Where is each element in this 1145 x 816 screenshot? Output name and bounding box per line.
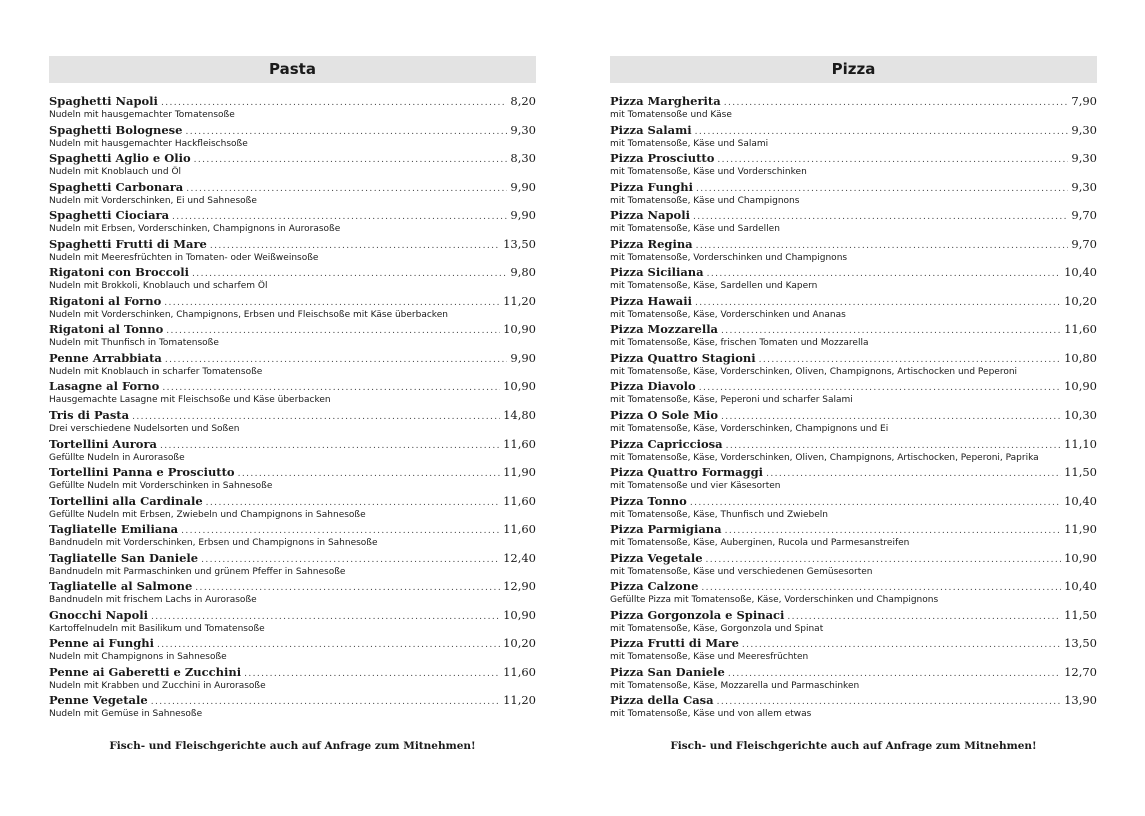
dish-price: 11,90 [503, 465, 536, 480]
dish-price: 11,50 [1064, 607, 1097, 622]
menu-item-row [610, 521, 1097, 537]
menu-item-row [49, 236, 536, 252]
menu-item-row [610, 607, 1097, 623]
dish-price: 10,80 [1064, 350, 1097, 365]
menu-item-row [610, 464, 1097, 480]
dish-name: Tortellini alla Cardinale [49, 493, 203, 508]
menu-item-row [49, 293, 536, 309]
menu-item-row [49, 350, 536, 366]
dish-name: Penne Arrabbiata [49, 350, 162, 365]
menu-item-row [610, 122, 1097, 138]
menu-item [49, 293, 536, 322]
menu-item-row [49, 464, 536, 480]
dish-name: Tortellini Panna e Prosciutto [49, 465, 235, 480]
dish-description: Nudeln mit Gemüse in Sahnesoße [49, 709, 203, 720]
menu-item [49, 93, 536, 122]
dish-price: 12,70 [1064, 664, 1097, 679]
menu-item [610, 436, 1097, 465]
dish-description: mit Tomatensoße, Käse, Vorderschinken und Ananas [610, 309, 846, 320]
menu-item-row [610, 436, 1097, 452]
dish-price: 9,30 [1071, 179, 1097, 194]
dish-price: 9,90 [510, 350, 536, 365]
dish-price: 10,30 [1064, 408, 1097, 423]
menu-item-row [610, 179, 1097, 195]
menu-item [610, 550, 1097, 579]
dish-name: Tagliatelle Emiliana [49, 522, 179, 537]
menu-item [610, 293, 1097, 322]
menu-item-row [610, 550, 1097, 566]
dish-price: 11,60 [1064, 322, 1097, 337]
pizza-footer-note: Fisch- und Fleischgerichte auch auf Anfrage zum Mitnehmen! [670, 740, 1037, 752]
dish-description: mit Tomatensoße, Käse, Vorderschinken, Oliven, Champignons, Artischocken und Peperoni [610, 366, 1018, 377]
menu-item [49, 493, 536, 522]
dot-leader [766, 466, 1061, 482]
menu-item-row [49, 93, 536, 109]
dish-description: Gefüllte Nudeln in Aurorasoße [49, 452, 185, 463]
dish-price: 9,30 [1071, 151, 1097, 166]
menu-item [49, 350, 536, 379]
pasta-footer-note: Fisch- und Fleischgerichte auch auf Anfrage zum Mitnehmen! [109, 740, 476, 752]
dish-price: 11,90 [1064, 522, 1097, 537]
dish-name: Pizza Napoli [610, 208, 690, 223]
menu-item [49, 436, 536, 465]
dish-price: 9,30 [1071, 122, 1097, 137]
menu-item-row [610, 207, 1097, 223]
dish-price: 11,20 [503, 293, 536, 308]
menu-item-row [49, 179, 536, 195]
dish-description: mit Tomatensoße, Käse und verschiedenen Gemüsesorten [610, 566, 873, 577]
menu-item [610, 350, 1097, 379]
dish-name: Pizza Diavolo [610, 379, 696, 394]
menu-item-row [49, 321, 536, 337]
dish-name: Pizza Hawaii [610, 293, 692, 308]
dish-description: Nudeln mit Champignons in Sahnesoße [49, 652, 227, 663]
dish-price: 13,50 [1064, 636, 1097, 651]
menu-item-row [49, 436, 536, 452]
dish-price: 11,10 [1064, 436, 1097, 451]
dish-name: Pizza Funghi [610, 179, 693, 194]
dish-description: Nudeln mit Thunfisch in Tomatensoße [49, 338, 219, 349]
dish-price: 9,70 [1071, 236, 1097, 251]
menu-item [49, 407, 536, 436]
menu-item-row [610, 407, 1097, 423]
dish-description: Nudeln mit Knoblauch in scharfer Tomatensoße [49, 366, 263, 377]
menu-item [49, 122, 536, 151]
menu-item [610, 207, 1097, 236]
dish-description: Nudeln mit Vorderschinken, Champignons, Erbsen und Fleischsoße mit Käse überbacken [49, 309, 448, 320]
dish-description: mit Tomatensoße, Käse und Vorderschinken [610, 167, 807, 178]
menu-item [49, 378, 536, 407]
dot-leader [160, 438, 500, 454]
dish-description: mit Tomatensoße, Käse, frischen Tomaten und Mozzarella [610, 338, 869, 349]
menu-item [610, 635, 1097, 664]
dish-description: Gefüllte Pizza mit Tomatensoße, Käse, Vorderschinken und Champignons [610, 595, 939, 606]
dish-description: mit Tomatensoße, Käse und Sardellen [610, 224, 780, 235]
menu-item [49, 207, 536, 236]
dish-description: Bandnudeln mit frischem Lachs in Aurorasoße [49, 595, 257, 606]
menu-item-row [610, 493, 1097, 509]
menu-item [49, 236, 536, 265]
dish-name: Pizza Prosciutto [610, 151, 715, 166]
dish-name: Pizza Quattro Formaggi [610, 465, 764, 480]
dish-description: Nudeln mit hausgemachter Tomatensoße [49, 110, 235, 120]
menu-item [49, 692, 536, 721]
dish-description: Nudeln mit Brokkoli, Knoblauch und scharfem Öl [49, 281, 268, 292]
menu-item [610, 150, 1097, 179]
dish-description: Nudeln mit Krabben und Zucchini in Aurorasoße [49, 680, 266, 691]
dish-description: Drei verschiedene Nudelsorten und Soßen [49, 424, 240, 435]
menu-item-row [610, 236, 1097, 252]
dish-description: Nudeln mit hausgemachter Hackfleischsoße [49, 138, 248, 149]
dish-description: Bandnudeln mit Parmaschinken und grünem Pfeffer in Sahnesoße [49, 566, 346, 577]
dish-name: Pizza Mozzarella [610, 322, 719, 337]
menu-item [610, 521, 1097, 550]
pasta-list [49, 93, 536, 721]
menu-item-row [610, 350, 1097, 366]
dot-leader [151, 694, 500, 710]
dish-price: 11,60 [503, 522, 536, 537]
dish-price: 12,40 [503, 550, 536, 565]
dish-description: mit Tomatensoße, Vorderschinken und Champignons [610, 252, 848, 263]
menu-item-row [610, 321, 1097, 337]
dish-name: Tortellini Aurora [49, 436, 157, 451]
dish-description: Kartoffelnudeln mit Basilikum und Tomatensoße [49, 623, 265, 634]
pizza-list [610, 93, 1097, 721]
menu-item [610, 578, 1097, 607]
menu-item [610, 321, 1097, 350]
dish-description: Nudeln mit Vorderschinken, Ei und Sahnesoße [49, 195, 257, 206]
dish-description: mit Tomatensoße, Käse und Salami [610, 138, 769, 149]
menu-item [49, 321, 536, 350]
dish-price: 10,90 [1064, 379, 1097, 394]
dish-name: Tagliatelle al Salmone [49, 579, 193, 594]
menu-item [610, 264, 1097, 293]
menu-item-row [610, 635, 1097, 651]
dish-name: Spaghetti Ciociara [49, 208, 170, 223]
menu-item [49, 521, 536, 550]
menu-item [610, 692, 1097, 721]
dish-description: mit Tomatensoße, Käse, Gorgonzola und Spinat [610, 623, 824, 634]
menu-item-row [49, 150, 536, 166]
dish-name: Penne Vegetale [49, 693, 148, 708]
dish-name: Pizza O Sole Mio [610, 408, 718, 423]
dish-price: 10,90 [503, 379, 536, 394]
dish-description: Bandnudeln mit Vorderschinken, Erbsen und Champignons in Sahnesoße [49, 538, 378, 549]
dish-description: mit Tomatensoße, Käse, Thunfisch und Zwiebeln [610, 509, 828, 520]
menu-item [49, 264, 536, 293]
dish-price: 9,70 [1071, 208, 1097, 223]
dish-name: Rigatoni con Broccoli [49, 265, 190, 280]
dish-description: Gefüllte Nudeln mit Vorderschinken in Sahnesoße [49, 481, 273, 492]
menu-item [610, 664, 1097, 693]
dish-name: Pizza della Casa [610, 693, 714, 708]
dish-name: Tris di Pasta [49, 408, 130, 423]
dish-description: mit Tomatensoße, Käse, Vorderschinken, Champignons und Ei [610, 424, 889, 435]
dish-price: 10,20 [503, 636, 536, 651]
dish-price: 11,60 [503, 664, 536, 679]
menu-item [49, 664, 536, 693]
menu-item-row [49, 664, 536, 680]
dish-name: Pizza Tonno [610, 493, 687, 508]
dish-name: Penne ai Gaberetti e Zucchini [49, 664, 242, 679]
menu-item-row [610, 692, 1097, 708]
dish-description: mit Tomatensoße und vier Käsesorten [610, 481, 781, 492]
menu-item [610, 179, 1097, 208]
dish-price: 10,40 [1064, 493, 1097, 508]
dish-name: Rigatoni al Tonno [49, 322, 164, 337]
dot-leader [244, 666, 500, 682]
dot-leader [238, 466, 500, 482]
dish-price: 10,20 [1064, 293, 1097, 308]
dish-price: 9,30 [510, 122, 536, 137]
dish-name: Pizza Gorgonzola e Spinaci [610, 607, 785, 622]
menu-item-row [49, 550, 536, 566]
dish-name: Spaghetti Bolognese [49, 122, 183, 137]
menu-item-row [610, 378, 1097, 394]
dish-description: Hausgemachte Lasagne mit Fleischsoße und Käse überbacken [49, 395, 331, 406]
menu-item [610, 236, 1097, 265]
dish-name: Rigatoni al Forno [49, 293, 162, 308]
dish-name: Pizza Siciliana [610, 265, 704, 280]
menu-item-row [49, 521, 536, 537]
pasta-column [49, 56, 536, 721]
dish-name: Lasagne al Forno [49, 379, 160, 394]
menu-item [49, 578, 536, 607]
dish-price: 8,20 [510, 94, 536, 108]
dish-name: Pizza Salami [610, 122, 692, 137]
dish-name: Spaghetti Napoli [49, 94, 158, 108]
dish-price: 13,90 [1064, 693, 1097, 708]
dot-leader [787, 609, 1061, 625]
menu-item [610, 464, 1097, 493]
dish-description: mit Tomatensoße und Käse [610, 110, 732, 120]
pizza-column [610, 56, 1097, 721]
menu-item-row [49, 122, 536, 138]
dish-price: 11,50 [1064, 465, 1097, 480]
menu-item-row [49, 378, 536, 394]
dish-price: 14,80 [503, 408, 536, 423]
dish-description: mit Tomatensoße, Käse, Sardellen und Kapern [610, 281, 818, 292]
dish-name: Spaghetti Carbonara [49, 179, 184, 194]
dish-price: 8,30 [510, 151, 536, 166]
dish-price: 9,90 [510, 208, 536, 223]
menu-item-row [49, 207, 536, 223]
dish-name: Pizza Parmigiana [610, 522, 722, 537]
menu-item-row [49, 607, 536, 623]
menu-item-row [49, 264, 536, 280]
dish-description: Nudeln mit Meeresfrüchten in Tomaten- oder Weißweinsoße [49, 252, 319, 263]
menu-item-row [49, 635, 536, 651]
menu-item [49, 464, 536, 493]
dish-price: 11,20 [503, 693, 536, 708]
menu-item-row [610, 93, 1097, 109]
dish-price: 11,60 [503, 493, 536, 508]
dish-name: Pizza Quattro Stagioni [610, 350, 756, 365]
dish-price: 12,90 [503, 579, 536, 594]
dish-description: mit Tomatensoße, Käse und Champignons [610, 195, 800, 206]
dish-price: 10,90 [503, 607, 536, 622]
dish-name: Pizza Calzone [610, 579, 699, 594]
menu-item [49, 550, 536, 579]
dish-price: 10,40 [1064, 579, 1097, 594]
menu-item [49, 150, 536, 179]
dish-description: mit Tomatensoße, Käse, Peperoni und scharfer Salami [610, 395, 853, 406]
menu-item-row [610, 150, 1097, 166]
menu-item-row [49, 407, 536, 423]
dish-name: Pizza Frutti di Mare [610, 636, 739, 651]
dish-name: Pizza Capricciosa [610, 436, 723, 451]
dish-description: mit Tomatensoße, Käse, Vorderschinken, Oliven, Champignons, Artischocken, Peperoni, Paprika [610, 452, 1039, 463]
dish-name: Pizza Regina [610, 236, 693, 251]
menu-item-row [610, 578, 1097, 594]
menu-item-row [610, 293, 1097, 309]
pasta-header: Pasta [49, 56, 536, 83]
dish-name: Tagliatelle San Daniele [49, 550, 199, 565]
dish-price: 9,90 [510, 179, 536, 194]
dish-price: 7,90 [1071, 94, 1097, 108]
menu-item-row [49, 692, 536, 708]
dish-price: 10,90 [1064, 550, 1097, 565]
dish-price: 10,90 [503, 322, 536, 337]
dish-description: Nudeln mit Erbsen, Vorderschinken, Champignons in Aurorasoße [49, 224, 341, 235]
menu-item [610, 607, 1097, 636]
dish-price: 9,80 [510, 265, 536, 280]
dish-name: Gnocchi Napoli [49, 607, 149, 622]
menu-item [610, 122, 1097, 151]
menu-item [610, 493, 1097, 522]
menu-item [49, 607, 536, 636]
dish-name: Spaghetti Frutti di Mare [49, 236, 207, 251]
menu-item [49, 635, 536, 664]
menu-item-row [610, 264, 1097, 280]
dish-description: Gefüllte Nudeln mit Erbsen, Zwiebeln und Champignons in Sahnesoße [49, 509, 366, 520]
dish-name: Pizza Vegetale [610, 550, 703, 565]
dish-name: Penne ai Funghi [49, 636, 154, 651]
menu-item [610, 407, 1097, 436]
dot-leader [724, 95, 1069, 111]
dish-description: mit Tomatensoße, Käse, Mozzarella und Parmaschinken [610, 680, 860, 691]
menu-item-row [49, 578, 536, 594]
dish-name: Spaghetti Aglio e Olio [49, 151, 191, 166]
menu-item-row [610, 664, 1097, 680]
menu-item [610, 93, 1097, 122]
dish-description: mit Tomatensoße, Käse und von allem etwas [610, 709, 812, 720]
dish-price: 13,50 [503, 236, 536, 251]
dish-description: mit Tomatensoße, Käse, Auberginen, Rucola und Parmesanstreifen [610, 538, 910, 549]
dish-price: 11,60 [503, 436, 536, 451]
dish-description: mit Tomatensoße, Käse und Meeresfrüchten [610, 652, 809, 663]
menu-item [610, 378, 1097, 407]
pizza-header: Pizza [610, 56, 1097, 83]
dish-price: 10,40 [1064, 265, 1097, 280]
menu-item-row [49, 493, 536, 509]
dot-leader [194, 152, 508, 168]
dish-description: Nudeln mit Knoblauch und Öl [49, 167, 182, 178]
menu-item [49, 179, 536, 208]
dish-name: Pizza San Daniele [610, 664, 725, 679]
dish-name: Pizza Margherita [610, 94, 721, 108]
